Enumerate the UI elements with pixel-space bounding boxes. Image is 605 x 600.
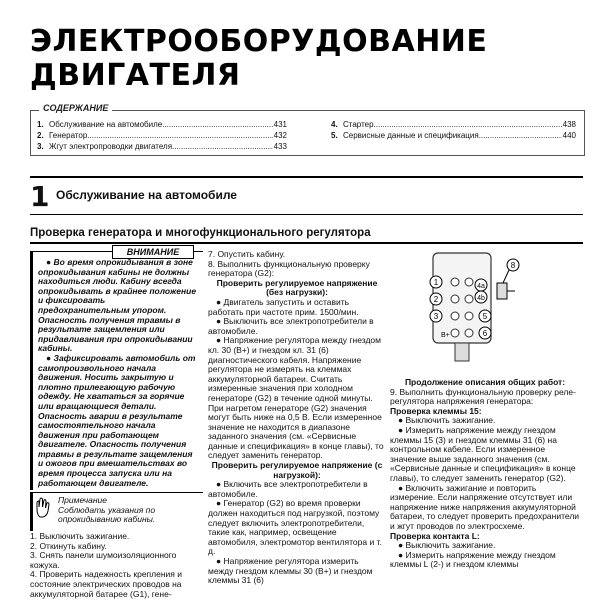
step-item: 8. Выполнить функциональную проверку генератора (G2): [208, 258, 370, 279]
terminal-label: 4b [477, 295, 485, 302]
terminal-label: 3 [433, 312, 439, 321]
terminal-label: 4a [477, 283, 485, 290]
contents-item[interactable] [37, 141, 287, 152]
step-bullet: ● Двигатель запустить и оставить работать при частоте прим. 1500/мин. [208, 296, 359, 317]
contents-item-page: 438 [562, 120, 576, 129]
contents-item[interactable] [331, 119, 576, 130]
step-bullet: ● Включить все электропотребители в автомобиле. [208, 479, 368, 499]
section-title: Обслуживание на автомобиле [56, 188, 237, 202]
step-item: 1. Выключить зажигание. [30, 531, 130, 541]
socket [451, 329, 459, 337]
contents-item-number: 5. [331, 131, 338, 140]
contents-item-number: 2. [37, 131, 44, 140]
note-text [58, 496, 198, 525]
contents-item-number: 3. [37, 142, 44, 151]
warning-text [38, 258, 198, 488]
contents-item-number: 4. [331, 120, 338, 129]
connector-plug [455, 343, 469, 361]
step-item: 9. Выполнить функциональную проверку реле-регулятора напряжения генератора: [390, 386, 576, 407]
contents-column-left [37, 119, 287, 152]
socket [465, 312, 473, 320]
test-cable-connector-diagram [405, 245, 580, 375]
pointing-hand-icon [34, 497, 54, 519]
text-column-middle [208, 250, 386, 586]
contents-item-title: Жгут электропроводки двигателя ..... [49, 141, 273, 152]
terminal-label: 2 [433, 295, 439, 304]
section-divider-top [30, 176, 583, 178]
contents-item-title: Обслуживание на автомобиле ..... [49, 119, 273, 130]
step-bullet: ● Генератор (G2) во время проверки должен находиться под нагрузкой, поэтому следует включить электропотребители, такие как, например, освещение автомобиля, электромотор вентилятора и т. д. [208, 498, 382, 557]
step-bullet: ● Измерить напряжение между гнездом клеммы 15 (3) и гнездом клеммы 31 (6) на контрольном кабеле. Если измеренное значение выше заданного значения (см. «Сервисные данные и спецификация» в конце главы), то следует заменить генератор (G2). [390, 424, 576, 483]
warning-paragraph: ● Зафиксировать автомобиль от самопроизвольного начала движения. Носить закрытую и плотно прилегающую рабочую одежду. Не хвататься за горячие или вращающиеся детали. Опасность аварии в результате самостоятельного начала движения при работающем двигателе. Опасность получения травмы в результате защемления и ожогов при вмешательствах во время процесса запуска или на работающем двигателе. [38, 352, 196, 488]
socket [465, 329, 473, 337]
contents-box [30, 103, 585, 156]
contents-item[interactable] [331, 130, 576, 141]
subsection-divider [30, 242, 583, 244]
page-title-line-2: ДВИГАТЕЛЯ [30, 58, 241, 93]
page-title-line-1: ЭЛЕКТРООБОРУДОВАНИЕ [30, 24, 488, 59]
step-heading: Проверка клеммы 15: [390, 405, 482, 416]
section-number: 1 [30, 180, 50, 213]
step-heading: Проверка контакта L: [390, 530, 480, 541]
contents-column-right [331, 119, 576, 141]
step-bullet: ● Включить зажигание и повторить измерение. Если напряжение отсутствует или напряжение ниже напряжения аккумуляторной батареи, то следует проверить предохранители и жгут проводов по электросхеме. [390, 482, 580, 531]
step-heading: Продолжение описания общих работ: [404, 377, 566, 387]
contents-item-page: 432 [273, 131, 287, 140]
step-bullet: ● Выключить зажигание. [398, 415, 496, 426]
step-heading: Проверить регулируемое напряжение (без нагрузки): [216, 277, 378, 298]
step-item: 2. Откинуть кабину. [30, 540, 107, 551]
terminal-label: 1 [433, 278, 439, 287]
socket [465, 278, 473, 286]
step-bullet: ● Измерить напряжение между гнездом клеммы L (2-) и гнездом клеммы [390, 549, 556, 570]
text-column-right [390, 378, 580, 570]
leader-line [503, 270, 509, 283]
step-item: 4. Проверить надежность крепления и состояние электрических проводов на аккумуляторной батарее (G1), гене- [30, 569, 182, 599]
terminal-label: 5 [482, 312, 488, 321]
contents-item-page: 440 [562, 131, 576, 140]
contents-item-number: 1. [37, 120, 44, 129]
contents-item-page: 431 [273, 120, 287, 129]
note-label: Примечание [58, 495, 107, 505]
warning-paragraph: ● Во время опрокидывания в зоне опрокидывания кабины не должны находиться люди. Кабину всегда опрокидывать в крайнее положение и фиксировать предохранительным упором. Опасность получения травмы в результате защемления или придавливания при опрокидывании кабины. [38, 257, 197, 354]
socket [451, 295, 459, 303]
test-probe [497, 283, 507, 299]
contents-item-title: Сервисные данные и спецификация ..... [343, 130, 562, 141]
step-bullet: ● Напряжение регулятора между гнездом кл. 30 (B+) и гнездом кл. 31 (6) диагностического кабеля. Напряжение регулятора не измерять на клеммах аккумуляторной батареи. Считать измеренные значения при холодном генераторе (G2) в течение одной минуты. При нагретом генераторе (G2) значения могут быть ниже на 0,5 В. Если измеренное значение не находится в диапазоне заданного значения (см. «Сервисные данные и спецификация» в конце главы), то следует заменить генератор. [208, 335, 384, 461]
note-body: Соблюдать указания по опрокидыванию кабины. [58, 504, 156, 525]
contents-item-title: Генератор ..... [49, 130, 273, 141]
warning-label: ВНИМАНИЕ [112, 245, 194, 259]
contents-heading: СОДЕРЖАНИЕ [39, 103, 112, 113]
contents-item-page: 433 [273, 142, 287, 151]
terminal-label: 6 [482, 329, 488, 338]
contents-item[interactable] [37, 119, 287, 130]
step-bullet: ● Выключить все электропотребители в автомобиле. [208, 316, 374, 336]
step-bullet: ● Напряжение регулятора измерить между гнездом клеммы 30 (B+) и гнездом клеммы 31 (6) [208, 556, 373, 586]
step-item: 3. Снять панели шумоизоляционного кожуха. [30, 550, 177, 570]
socket [465, 295, 473, 303]
section-divider-bottom [30, 214, 583, 215]
terminal-label: B+ [441, 332, 450, 339]
contents-item[interactable] [37, 130, 287, 141]
step-heading: Проверить регулируемое напряжение (с нагрузкой): [211, 460, 383, 480]
socket [451, 278, 459, 286]
step-item: 7. Опустить кабину. [208, 249, 286, 259]
socket [451, 312, 459, 320]
terminal-label: 8 [510, 261, 516, 270]
steps-list-left [30, 532, 200, 599]
subsection-title: Проверка генератора и многофункционального регулятора [30, 227, 371, 239]
step-bullet: ● Выключить зажигание. [398, 540, 496, 551]
contents-item-title: Стартер ..... [343, 119, 562, 130]
